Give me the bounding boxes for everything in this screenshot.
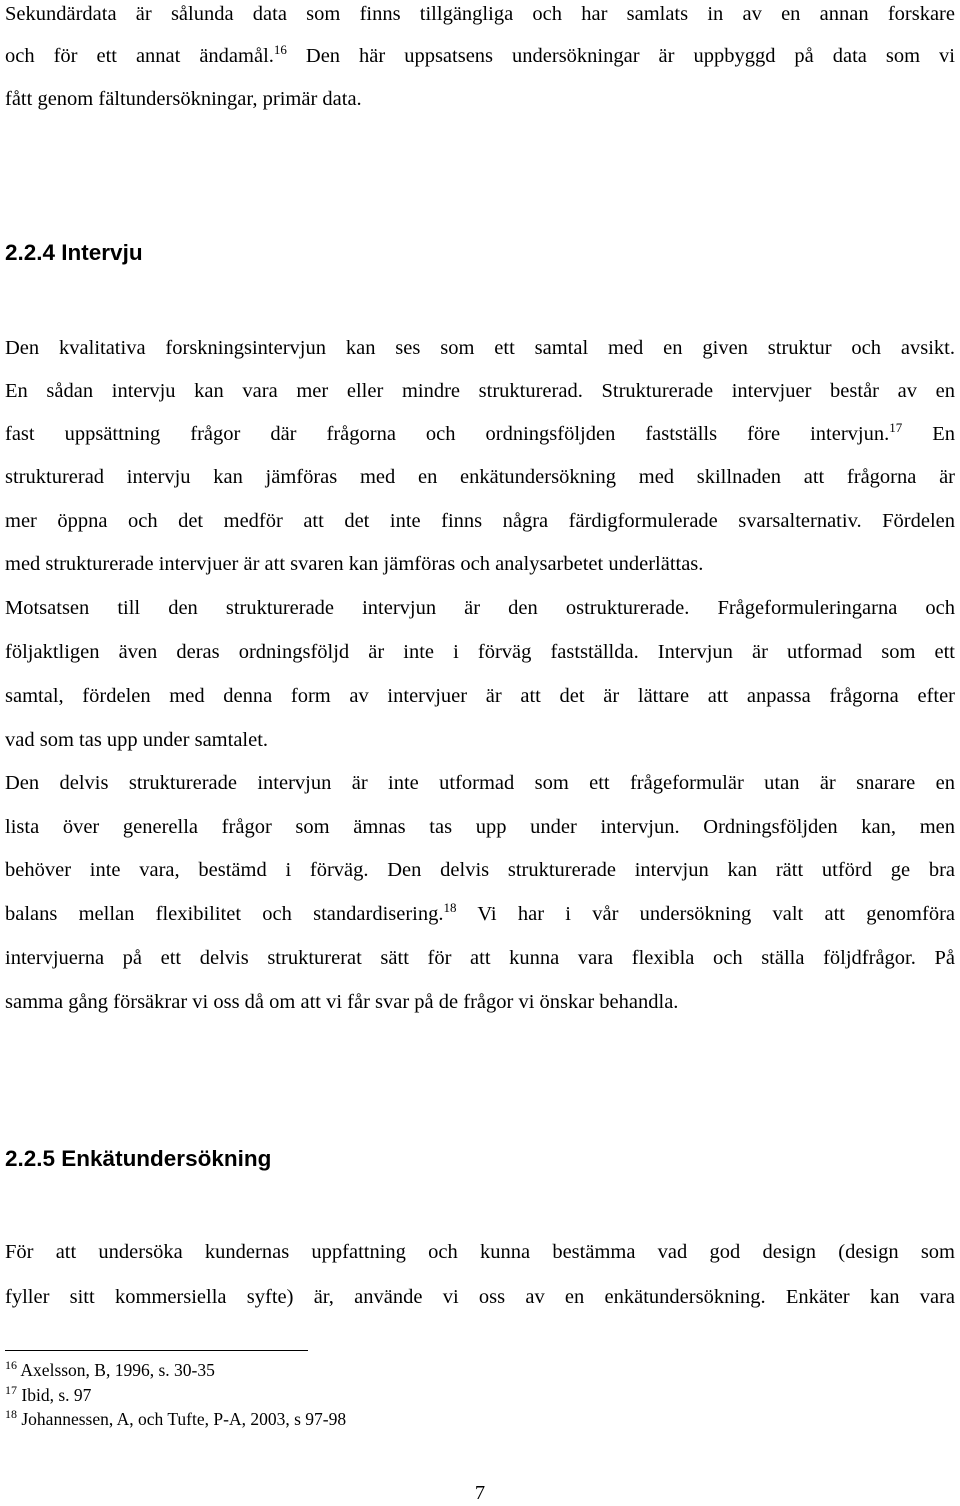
section-heading-2-2-4: 2.2.4 Intervju — [5, 240, 143, 265]
text-line: strukturerad intervju kan jämföras med en enkätundersökning med skillnaden att frågorna är — [5, 466, 955, 488]
footnote-divider — [5, 1350, 308, 1351]
text-line: samma gång försäkrar vi oss då om att vi får svar på de frågor vi önskar behandla. — [5, 991, 679, 1013]
text-line: Motsatsen till den strukturerade intervjun är den ostrukturerade. Frågeformuleringarna och — [5, 597, 955, 619]
text-line: fyller sitt kommersiella syfte) är, använde vi oss av en enkätundersökning. Enkäter kan vara — [5, 1286, 955, 1308]
page-number: 7 — [474, 1482, 486, 1504]
section-heading-2-2-5: 2.2.5 Enkätundersökning — [5, 1146, 272, 1171]
text-line: intervjuerna på ett delvis strukturerat sätt för att kunna vara flexibla och ställa följdfrågor. På — [5, 947, 955, 969]
footnote-ref[interactable]: 16 — [273, 42, 287, 57]
text-line: Sekundärdata är sålunda data som finns tillgängliga och har samlats in av en annan forskare — [5, 3, 955, 25]
footnote-16: $^{16}$ Axelsson, B, 1996, s. 30-35 — [5, 1358, 215, 1380]
text-line: behöver inte vara, bestämd i förväg. Den delvis strukturerade intervjun kan rätt utförd ge bra — [5, 859, 955, 881]
footnote-17: $^{17}$ Ibid, s. 97 — [5, 1383, 92, 1405]
text-line: fast uppsättning frågor där frågorna och ordningsföljden fastställs före intervjun.$^{17}$ En — [5, 420, 955, 445]
text-line: balans mellan flexibilitet och standardisering.$^{18}$ Vi har i vår undersökning valt att genomföra — [5, 900, 955, 925]
text-line: En sådan intervju kan vara mer eller mindre strukturerad. Strukturerade intervjuer består av en — [5, 380, 955, 402]
text-line: följaktligen även deras ordningsföljd är inte i förväg fastställda. Intervjun är utformad som ett — [5, 641, 955, 663]
footnote-ref[interactable]: 17 — [889, 420, 903, 435]
text-line: För att undersöka kundernas uppfattning och kunna bestämma vad god design (design som — [5, 1241, 955, 1263]
footnote-ref[interactable]: 18 — [443, 900, 457, 915]
text-line: Den kvalitativa forskningsintervjun kan ses som ett samtal med en given struktur och avsikt. — [5, 337, 955, 359]
text-line: fått genom fältundersökningar, primär data. — [5, 88, 362, 110]
footnote-18: $^{18}$ Johannessen, A, och Tufte, P-A, 2003, s 97-98 — [5, 1407, 347, 1429]
text-line: Den delvis strukturerade intervjun är inte utformad som ett frågeformulär utan är snarare en — [5, 772, 955, 794]
text-line: vad som tas upp under samtalet. — [5, 729, 269, 751]
text-line: lista över generella frågor som ämnas tas upp under intervjun. Ordningsföljden kan, men — [5, 816, 955, 838]
text-line: samtal, fördelen med denna form av intervjuer är att det är lättare att anpassa frågorna efter — [5, 685, 955, 707]
text-line: med strukturerade intervjuer är att svaren kan jämföras och analysarbetet underlättas. — [5, 553, 704, 575]
text-line: och för ett annat ändamål.$^{16}$ Den här uppsatsens undersökningar är uppbyggd på data som vi — [5, 42, 956, 67]
text-line: mer öppna och det medför att det inte finns några färdigformulerade svarsalternativ. Fördelen — [5, 510, 955, 532]
